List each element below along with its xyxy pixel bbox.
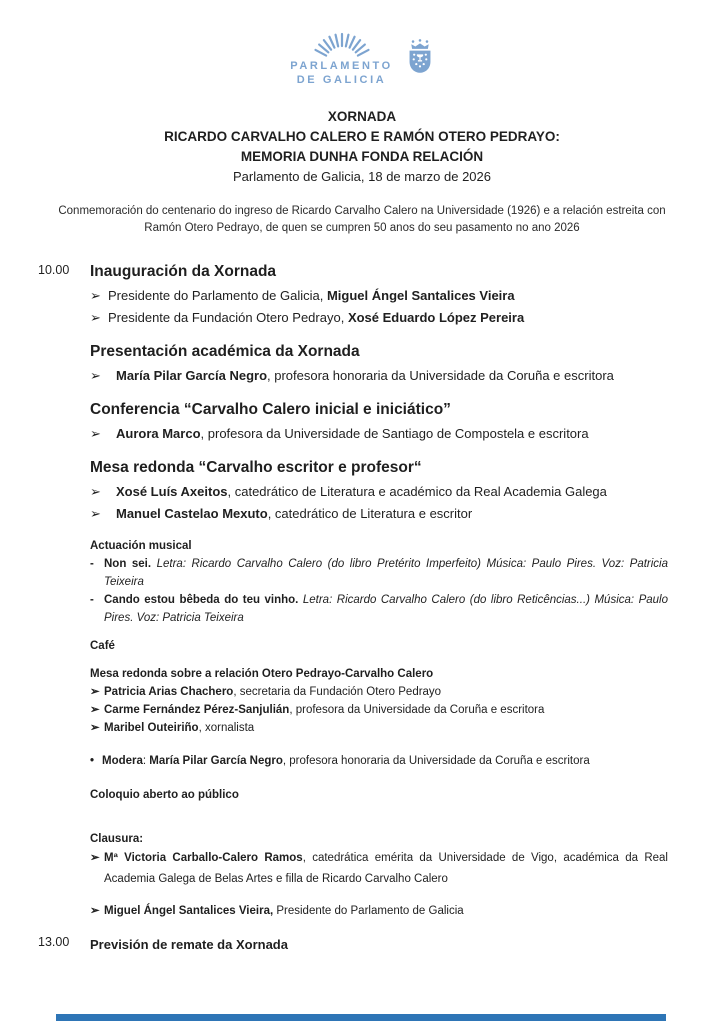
section-mesa-redonda-1 bbox=[90, 457, 668, 525]
modera-row bbox=[90, 751, 668, 772]
speaker-text: Miguel Ángel Santalices Vieira, Presidente do Parlamento de Galicia bbox=[104, 905, 464, 917]
speaker-row bbox=[90, 503, 668, 525]
section-closing bbox=[38, 935, 668, 955]
speaker-text: María Pilar García Negro, profesora honoraria da Universidade da Coruña e escritora bbox=[116, 368, 614, 383]
section-cafe bbox=[90, 637, 668, 655]
modera-text: Modera: María Pilar García Negro, profesora honoraria da Universidade da Coruña e escritora bbox=[102, 755, 590, 767]
dash-bullet-icon: - bbox=[90, 594, 94, 606]
title-line-1: XORNADA bbox=[327, 109, 397, 124]
speaker-text: Manuel Castelao Mexuto, catedrático de Literatura e escritor bbox=[116, 506, 473, 521]
arrow-bullet-icon: ➢ bbox=[90, 506, 101, 521]
song-text: Cando estou bêbeda do teu vinho. Letra: Ricardo Carvalho Calero (do libro Reticências...) Música: Paulo Pires. Voz: Patricia Teixeira bbox=[104, 594, 669, 624]
section-actuacion-musical bbox=[90, 537, 668, 627]
section-inauguracion bbox=[38, 261, 668, 329]
intro-paragraph: Conmemoración do centenario do ingreso de Ricardo Carvalho Calero na Universidade (1926) e a relación estreita con Ramón Otero Pedrayo, de quen se cumpren 50 anos do seu pasamento no ano 2026 bbox=[58, 205, 666, 234]
speaker-row bbox=[90, 902, 668, 920]
cafe-label: Café bbox=[90, 640, 115, 652]
section-heading: Clausura: bbox=[90, 833, 144, 845]
section-coloquio bbox=[90, 786, 668, 804]
arrow-bullet-icon: ➢ bbox=[90, 484, 101, 499]
footer-accent-bar bbox=[56, 1014, 666, 1021]
title-line-3: MEMORIA DUNHA FONDA RELACIÓN bbox=[240, 149, 484, 164]
logo-wordmark-block bbox=[290, 26, 393, 87]
song-row bbox=[90, 555, 668, 591]
speaker-text: Maribel Outeiriño, xornalista bbox=[104, 722, 255, 734]
dash-bullet-icon: - bbox=[90, 558, 94, 570]
start-time: 10.00 bbox=[38, 263, 70, 277]
section-heading: Mesa redonda sobre a relación Otero Pedrayo-Carvalho Calero bbox=[90, 668, 434, 680]
section-mesa-redonda-2 bbox=[90, 665, 668, 737]
parlamento-rays-icon bbox=[297, 26, 387, 58]
arrow-bullet-icon: ➢ bbox=[90, 852, 100, 864]
speaker-row bbox=[90, 481, 668, 503]
arrow-bullet-icon: ➢ bbox=[90, 288, 101, 303]
parlamento-logo bbox=[0, 0, 724, 87]
arrow-bullet-icon: ➢ bbox=[90, 310, 101, 325]
speaker-row bbox=[90, 365, 668, 387]
speaker-text: Carme Fernández Pérez-Sanjulián, profesora da Universidade da Coruña e escritora bbox=[104, 704, 545, 716]
speaker-row bbox=[90, 683, 668, 701]
speaker-row bbox=[90, 285, 668, 307]
coloquio-label: Coloquio aberto ao público bbox=[90, 789, 239, 801]
song-text: Non sei. Letra: Ricardo Carvalho Calero (do libro Pretérito Imperfeito) Música: Paulo Pires. Voz: Patricia Teixeira bbox=[104, 558, 669, 588]
speaker-text: Patricia Arias Chachero, secretaria da Fundación Otero Pedrayo bbox=[104, 686, 442, 698]
event-date-location: Parlamento de Galicia, 18 de marzo de 2026 bbox=[233, 169, 491, 184]
speaker-row bbox=[90, 719, 668, 737]
arrow-bullet-icon: ➢ bbox=[90, 905, 100, 917]
section-heading: Inauguración da Xornada bbox=[90, 263, 277, 280]
speaker-row bbox=[90, 307, 668, 329]
speaker-text: Presidente da Fundación Otero Pedrayo, Xosé Eduardo López Pereira bbox=[108, 310, 525, 325]
speaker-row bbox=[90, 848, 668, 890]
section-conferencia bbox=[90, 399, 668, 445]
title-line-2: RICARDO CARVALHO CALERO E RAMÓN OTERO PEDRAYO: bbox=[164, 129, 560, 144]
section-heading: Presentación académica da Xornada bbox=[90, 343, 360, 360]
section-heading: Conferencia “Carvalho Calero inicial e iniciático” bbox=[90, 401, 451, 418]
speaker-row bbox=[90, 701, 668, 719]
speaker-text: Xosé Luís Axeitos, catedrático de Literatura e académico da Real Academia Galega bbox=[116, 484, 607, 499]
closing-label: Previsión de remate da Xornada bbox=[90, 937, 288, 952]
document-header bbox=[0, 107, 724, 187]
logo-wordmark-line2: DE GALICIA bbox=[296, 74, 387, 86]
speaker-text: Mª Victoria Carballo-Calero Ramos, catedrática emérita da Universidade de Vigo, académica da Real Academia Galega de Belas Artes e filla de Ricardo Carvalho Calero bbox=[104, 852, 668, 885]
speaker-text: Presidente do Parlamento de Galicia, Miguel Ángel Santalices Vieira bbox=[108, 288, 515, 303]
section-presentacion bbox=[90, 341, 668, 387]
arrow-bullet-icon: ➢ bbox=[90, 368, 101, 383]
dot-bullet-icon: • bbox=[90, 755, 95, 767]
song-row bbox=[90, 591, 668, 627]
galicia-crest-icon bbox=[406, 39, 434, 75]
section-heading: Mesa redonda “Carvalho escritor e profesor“ bbox=[90, 459, 422, 476]
section-clausura bbox=[90, 830, 668, 920]
arrow-bullet-icon: ➢ bbox=[90, 722, 100, 734]
arrow-bullet-icon: ➢ bbox=[90, 704, 100, 716]
section-heading: Actuación musical bbox=[90, 540, 192, 552]
program bbox=[38, 261, 669, 955]
speaker-text: Aurora Marco, profesora da Universidade de Santiago de Compostela e escritora bbox=[116, 426, 589, 441]
arrow-bullet-icon: ➢ bbox=[90, 426, 101, 441]
section-modera bbox=[90, 751, 668, 772]
logo-wordmark-line1: PARLAMENTO bbox=[290, 60, 393, 72]
speaker-row bbox=[90, 423, 668, 445]
arrow-bullet-icon: ➢ bbox=[90, 686, 100, 698]
end-time: 13.00 bbox=[38, 935, 70, 949]
